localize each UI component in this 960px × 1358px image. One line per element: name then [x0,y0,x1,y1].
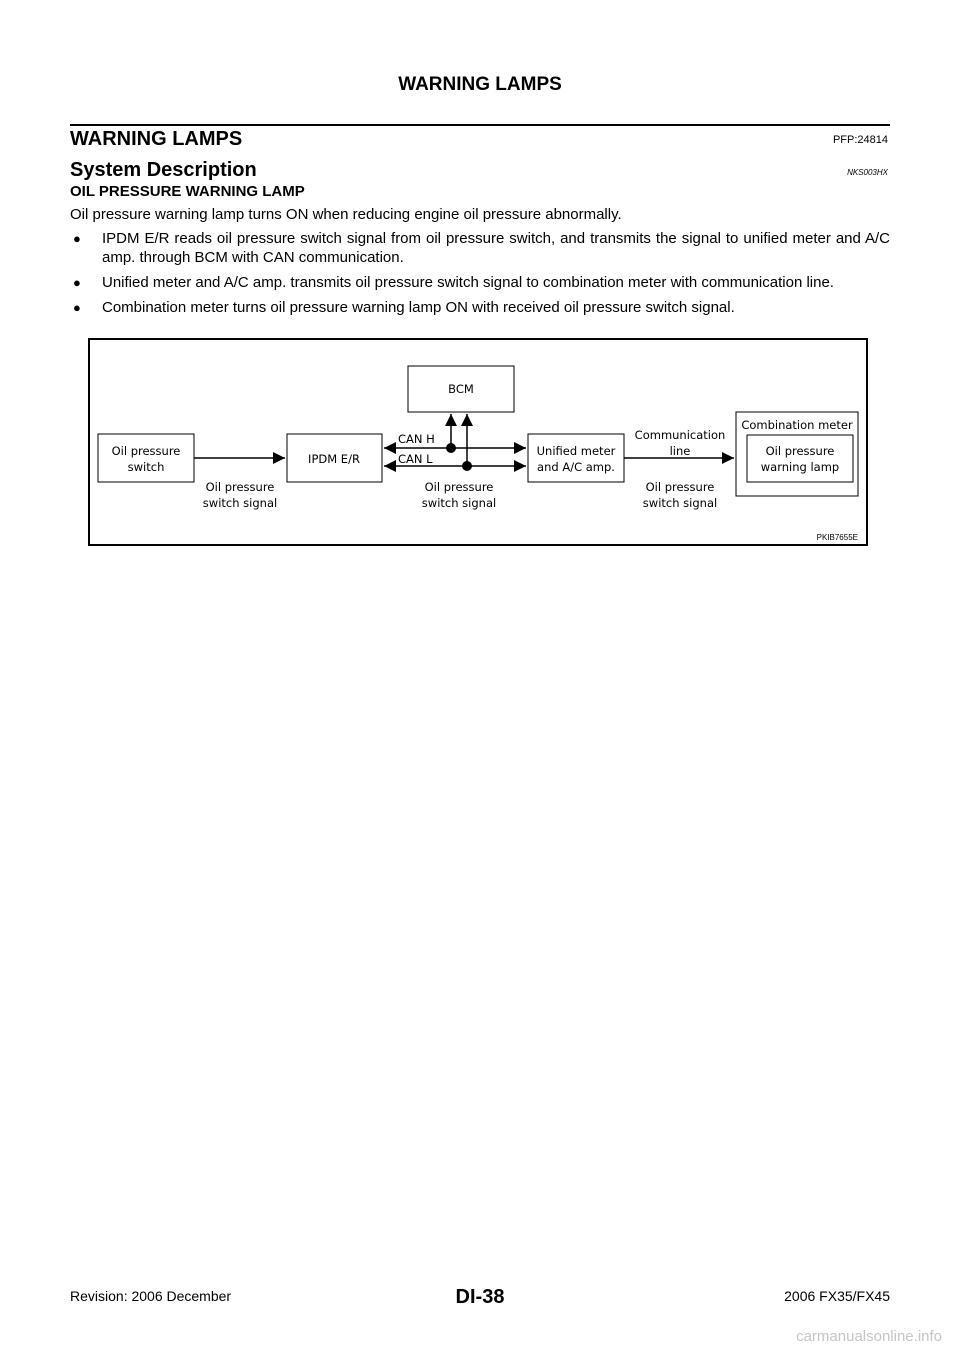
bullet-text: Unified meter and A/C amp. transmits oil pressure switch signal to combination meter with communication line. [102,274,834,291]
revision-text: Revision: 2006 December [70,1288,232,1304]
bullet-icon: ● [73,275,81,290]
bullet-list [70,229,890,323]
comm-line-label-line2: line [669,444,691,458]
unified-label-line1: Unified meter [536,444,616,458]
can-l-label: CAN L [398,452,433,466]
warning-lamp-label-line2: warning lamp [760,460,840,474]
page-number: DI-38 [455,1286,505,1308]
signal-2-line2: switch signal [421,496,497,510]
system-diagram [88,338,868,546]
model-text: 2006 FX35/FX45 [784,1288,890,1304]
signal-3-line1: Oil pressure [645,480,715,494]
topic-title: OIL PRESSURE WARNING LAMP [70,183,305,200]
can-l-junction [462,461,472,471]
warning-lamp-box [747,435,853,482]
oil-switch-label-line2: switch [127,460,165,474]
combination-meter-label: Combination meter [741,418,853,432]
watermark: carmanualsonline.info [796,1328,942,1345]
can-h-label: CAN H [398,432,435,446]
ipdm-label: IPDM E/R [308,452,360,466]
figure-id: PKIB7655E [816,533,858,542]
oil-pressure-switch-box [98,434,194,482]
signal-3-line2: switch signal [642,496,718,510]
header-rule [70,124,890,126]
bullet-text: Combination meter turns oil pressure warning lamp ON with received oil pressure switch signal. [102,299,735,316]
warning-lamp-label-line1: Oil pressure [765,444,835,458]
running-header: WARNING LAMPS [398,74,562,95]
unified-meter-box [528,434,624,482]
oil-switch-label-line1: Oil pressure [111,444,181,458]
comm-line-label-line1: Communication [634,428,726,442]
can-h-junction [446,443,456,453]
section-title: WARNING LAMPS [70,128,243,150]
unified-label-line2: and A/C amp. [537,460,615,474]
bullet-icon: ● [73,300,81,315]
diagram-canvas [90,340,866,544]
bcm-label: BCM [448,382,474,396]
list-item [70,273,890,292]
signal-1-line2: switch signal [202,496,278,510]
list-item [70,229,890,267]
pfp-code: PFP:24814 [832,134,888,146]
intro-paragraph: Oil pressure warning lamp turns ON when reducing engine oil pressure abnormally. [70,206,622,223]
bullet-text: IPDM E/R reads oil pressure switch signal from oil pressure switch, and transmits the signal to unified meter and A/C amp. through BCM with CAN communication. [102,230,890,266]
subsection-ref: NKS003HX [847,168,888,177]
signal-2-line1: Oil pressure [424,480,494,494]
subsection-title: System Description [70,159,257,181]
signal-1-line1: Oil pressure [205,480,275,494]
bullet-icon: ● [73,231,81,246]
list-item [70,298,890,317]
